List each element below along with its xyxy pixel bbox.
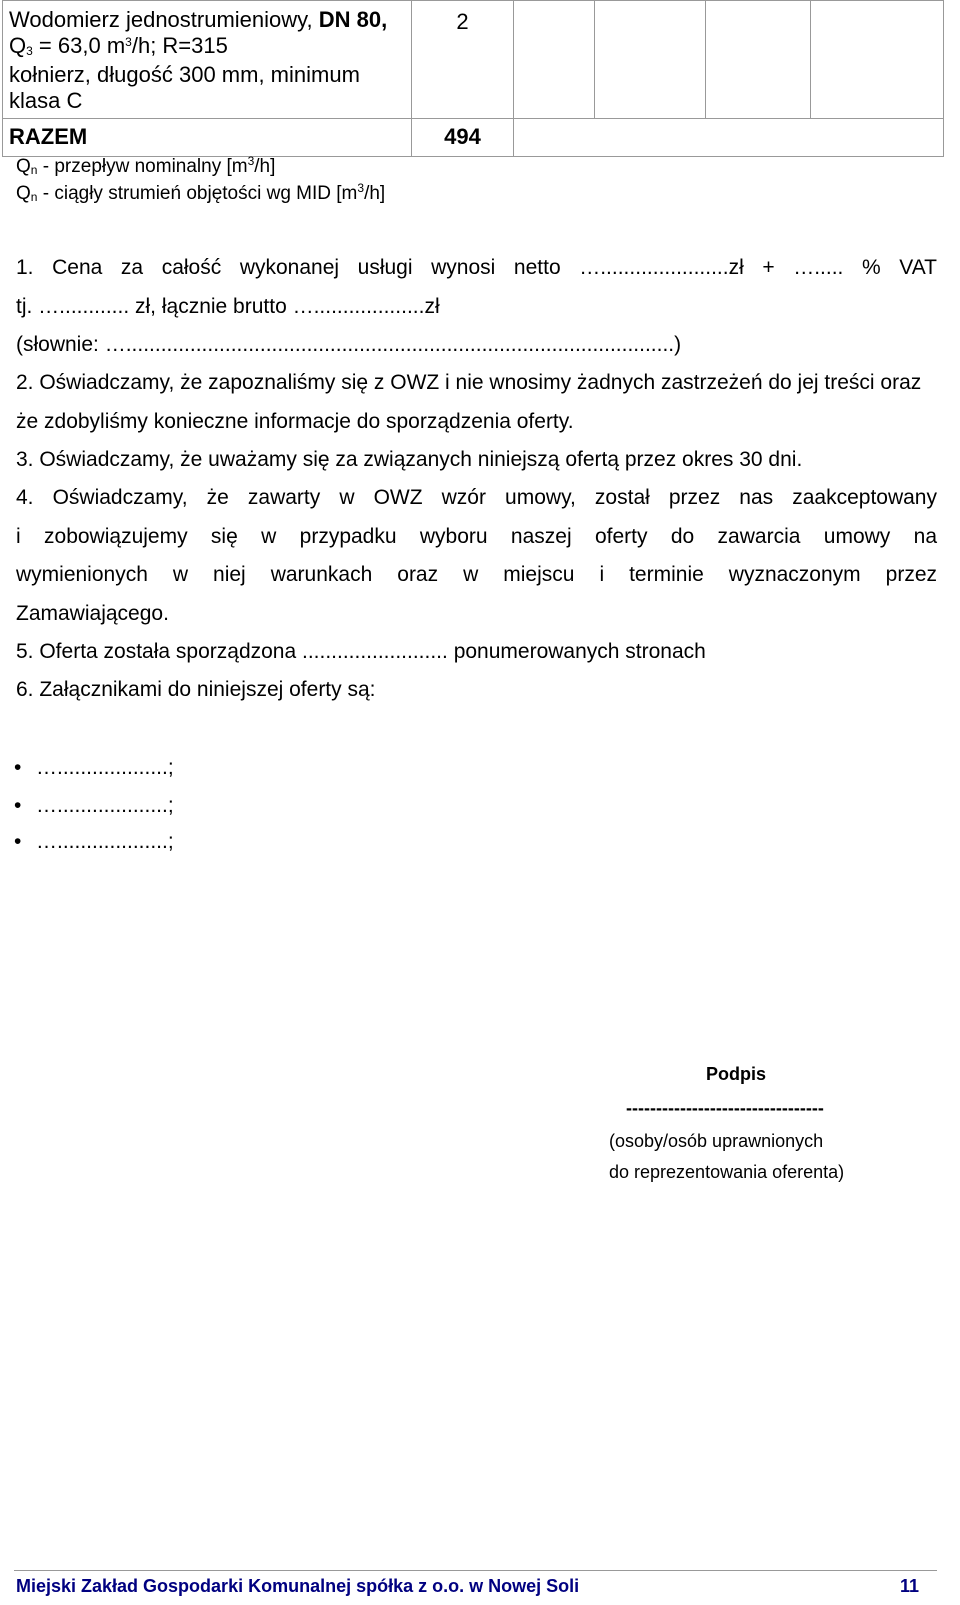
note-continuous-flow: $Q_n$ - ciągły strumień objętości wg MID $[m^3/h]$ bbox=[16, 181, 386, 204]
item-line-3: kołnierz, długość 300 mm, minimum bbox=[9, 62, 360, 87]
item-line-1: Wodomierz jednostrumieniowy, DN 80, bbox=[9, 7, 388, 32]
page-number: 11 bbox=[899, 1576, 919, 1596]
signature-title: Podpis bbox=[706, 1064, 767, 1084]
list-item: • …...................; bbox=[14, 756, 174, 779]
item-line-2: $Q_3 = 63,0$ $m^3/h$; R=315 bbox=[9, 33, 228, 58]
declaration-4 bbox=[16, 479, 937, 633]
declaration-5: 5. Oferta została sporządzona ......................... ponumerowanych stronach bbox=[16, 640, 706, 663]
bullet-icon: • bbox=[14, 756, 22, 779]
empty-cell bbox=[706, 1, 811, 119]
empty-cell bbox=[514, 1, 595, 119]
item-line-4: klasa C bbox=[9, 88, 83, 113]
note-nominal-flow: $Q_n$ - przepływ nominalny $[m^3/h]$ bbox=[16, 154, 276, 177]
empty-cell bbox=[595, 1, 706, 119]
price-line-3: (słownie: …..............................................................................................) bbox=[16, 333, 682, 356]
total-label: RAZEM bbox=[3, 119, 412, 157]
footer bbox=[16, 1576, 937, 1597]
price-paragraph bbox=[16, 249, 937, 365]
bullet-icon: • bbox=[14, 794, 22, 817]
signature-line: --------------------------------- bbox=[626, 1098, 824, 1118]
unit-notes bbox=[16, 154, 385, 208]
item-quantity: 2 bbox=[412, 1, 514, 119]
declaration-4-line: i zobowiązujemy się w przypadku wyboru naszej oferty do zawarcia umowy na bbox=[16, 524, 937, 548]
list-item: • …...................; bbox=[14, 794, 174, 817]
item-description bbox=[3, 1, 412, 119]
bullet-icon: • bbox=[14, 830, 22, 853]
declaration-6: 6. Załącznikami do niniejszej oferty są: bbox=[16, 678, 376, 701]
list-item: • …...................; bbox=[14, 830, 174, 853]
signature-caption-2: do reprezentowania oferenta) bbox=[609, 1162, 845, 1182]
signature-caption-1: (osoby/osób uprawnionych bbox=[609, 1131, 824, 1151]
table-row bbox=[3, 119, 944, 157]
declaration-3: 3. Oświadczamy, że uważamy się za związanych niniejszą ofertą przez okres 30 dni. bbox=[16, 448, 803, 471]
footer-company: Miejski Zakład Gospodarki Komunalnej spółka z o.o. w Nowej Soli bbox=[16, 1576, 580, 1596]
table-row bbox=[3, 1, 944, 119]
declaration-4-line: Zamawiającego. bbox=[16, 601, 169, 625]
declaration-4-line: wymienionych w niej warunkach oraz w miejscu i terminie wyznaczonym przez bbox=[16, 563, 937, 586]
footer-divider bbox=[14, 1570, 937, 1571]
price-line-1: 1. Cena za całość wykonanej usługi wynosi netto …......................zł + …..... % VAT bbox=[16, 256, 937, 279]
price-line-2: tj. …............ zł, łącznie brutto …...................zł bbox=[16, 294, 440, 318]
empty-cell bbox=[811, 1, 944, 119]
declaration-4-line: 4. Oświadczamy, że zawarty w OWZ wzór umowy, został przez nas zaakceptowany bbox=[16, 486, 937, 509]
items-table bbox=[2, 0, 944, 157]
empty-cell bbox=[514, 119, 944, 157]
declaration-2: 2. Oświadczamy, że zapoznaliśmy się z OWZ i nie wnosimy żadnych zastrzeżeń do jej treści oraz że zdobyliśmy konieczne informacje do sporządzenia oferty. bbox=[16, 371, 922, 433]
total-value: 494 bbox=[412, 119, 514, 157]
